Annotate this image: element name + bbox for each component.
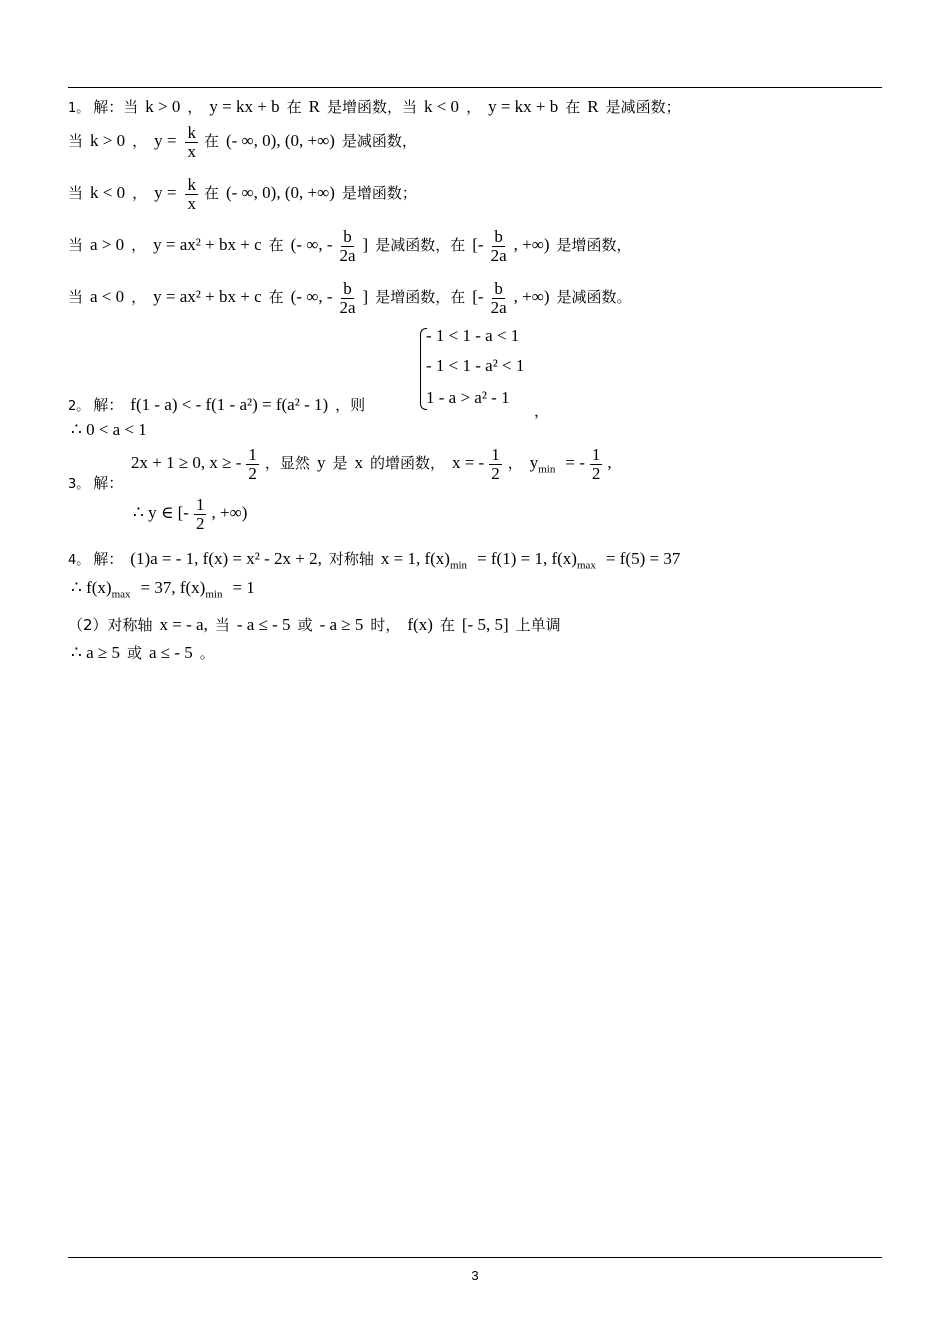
math: x = - a, [159,615,208,634]
math: , +∞) [513,235,550,255]
denominator: 2 [248,464,257,483]
text: 解： [93,550,124,568]
math: , +∞) [513,287,550,307]
text: ， [131,288,147,307]
text: ， [534,402,550,420]
math: [- [472,287,484,307]
math: [- 5, 5] [461,615,509,634]
text: 是增函数，当 [326,98,417,116]
p3-number: 3。 [68,477,90,492]
p1-line2 [68,124,417,161]
text: 是减函数； [605,98,681,116]
numerator: k [187,123,196,142]
math: y [529,453,539,473]
math: ] [362,235,369,255]
denominator: 2 [195,514,205,533]
text: 当 [68,236,84,255]
text: 在 [268,236,284,255]
math: - a ≤ - 5 [236,615,291,634]
math: x = - [451,453,485,473]
numerator: 1 [195,495,205,514]
text: ， [187,98,203,116]
text: 解： [93,396,124,414]
text: 是增函数； [341,184,417,203]
fraction [338,280,358,317]
denominator: x [187,142,196,161]
p1-line1 [68,96,681,117]
denominator: 2a [339,298,356,317]
fraction [185,176,198,213]
system-row: - 1 < 1 - a < 1 [426,326,520,345]
p2-sys-end [534,400,549,421]
fraction [185,124,198,161]
math: f(x) [407,615,433,634]
math: (- ∞, - [290,235,333,255]
numerator: 1 [491,445,500,464]
text: 在 [439,616,455,634]
math: x [354,453,363,473]
system-row: 1 - a > a² - 1 [426,388,510,407]
text: 。 [199,644,215,662]
math: = - [565,453,585,473]
text: 是减函数，在 [375,236,466,255]
math: - a ≥ 5 [319,615,364,634]
math: R [587,97,599,116]
p2-line1 [68,394,365,415]
p3-conclusion [130,496,250,533]
text: 解： [93,474,124,492]
math: y = [154,131,177,151]
text: 在 [268,288,284,307]
text: ， [132,184,148,203]
math [378,549,470,572]
text: 或 [297,616,313,634]
p3-line1 [128,446,615,483]
text: 在 [565,98,581,116]
text: 是减函数。 [556,288,632,307]
p3-number-line [68,472,123,493]
text: 上单调 [515,616,561,634]
p1-number: 1。 [68,101,90,116]
math: y = kx + b [209,97,280,116]
header-rule [68,87,882,88]
math: = f(5) = 37 [605,549,681,568]
denominator: 2a [490,298,507,317]
math: = f(1) = 1, f(x) [477,549,577,568]
math: (- ∞, 0), (0, +∞) [225,183,335,203]
text: 在 [203,184,219,203]
math: = 1 [232,578,255,597]
text: 当 [68,288,84,307]
text: ， [132,132,148,151]
p4-line1 [68,548,683,571]
numerator: 1 [248,445,257,464]
text: ，则 [335,396,366,414]
math: k < 0 [90,183,126,203]
text: 当 [68,132,84,151]
text: 当 [68,184,84,203]
math: f(1 - a) < - f(1 - a²) = f(a² - 1) [130,395,329,414]
text: ， [466,98,482,116]
subscript: min [205,588,223,601]
math: ∴ f(x) [71,578,112,597]
math: 2x + 1 ≥ 0, x ≥ - [131,453,242,473]
math: (- ∞, - [290,287,333,307]
math: R [308,97,320,116]
p1-line5 [68,280,632,317]
denominator: 2a [339,246,356,265]
denominator: 2 [591,464,601,483]
text: 当 [214,616,230,634]
math: = 37, f(x) [140,578,206,597]
p4-line4 [68,642,215,663]
math: ∴ a ≥ 5 [71,643,120,662]
text: 是减函数， [341,132,417,151]
text: ， [131,236,147,255]
numerator: b [494,279,503,298]
math: ∴ 0 < a < 1 [71,420,147,439]
math [527,453,559,476]
math: y = ax² + bx + c [153,287,262,307]
text: 解：当 [93,98,139,116]
math: x = 1, f(x) [380,549,450,568]
math: a < 0 [90,287,125,307]
fraction [338,228,358,265]
numerator: 1 [591,445,601,464]
text: ，显然 [264,454,310,473]
numerator: b [343,227,352,246]
footer-rule [68,1257,882,1258]
text: 是增函数， [556,236,632,255]
fraction [194,496,207,533]
math: , [607,453,612,473]
math: a > 0 [90,235,125,255]
math: y = [154,183,177,203]
math [68,578,134,601]
p4-line3 [68,614,561,635]
math: y = kx + b [488,97,559,116]
denominator: 2 [491,464,500,483]
subscript: max [111,588,131,601]
fraction [246,446,259,483]
text: 的增函数， [369,454,445,473]
math: a ≤ - 5 [148,643,193,662]
math: y = ax² + bx + c [153,235,262,255]
math: y [316,453,326,473]
text: 对称轴 [328,550,374,568]
math: ] [362,287,369,307]
text: （2）对称轴 [68,616,153,634]
numerator: b [343,279,352,298]
p1-line3 [68,176,417,213]
subscript: max [576,559,596,572]
subscript: min [449,559,468,572]
system-row: - 1 < 1 - a² < 1 [426,356,525,375]
text: ， [507,454,523,473]
subscript: min [538,463,556,476]
fraction [489,446,502,483]
math: k > 0 [145,97,181,116]
fraction [489,228,509,265]
p2-conclusion [68,420,150,440]
math: (1)a = - 1, f(x) = x² - 2x + 2, [130,549,322,568]
math: k > 0 [90,131,126,151]
math [474,549,599,572]
numerator: k [187,175,196,194]
p2-number: 2。 [68,399,90,414]
text: 时， [370,616,401,634]
text: 或 [126,644,142,662]
text: 在 [203,132,219,151]
p4-line2 [68,578,258,600]
math: k < 0 [423,97,460,116]
text: 在 [286,98,302,116]
text: 是增函数，在 [375,288,466,307]
math [138,578,226,601]
page-number: 3 [471,1268,479,1283]
numerator: b [494,227,503,246]
denominator: x [187,194,196,213]
math: ∴ y ∈ [- [133,503,189,523]
p4-number: 4。 [68,553,90,568]
fraction [489,280,509,317]
fraction [590,446,603,483]
denominator: 2a [490,246,507,265]
math: [- [472,235,484,255]
text: 是 [332,454,348,473]
p1-line4 [68,228,632,265]
math: (- ∞, 0), (0, +∞) [225,131,335,151]
math: , +∞) [211,503,248,523]
